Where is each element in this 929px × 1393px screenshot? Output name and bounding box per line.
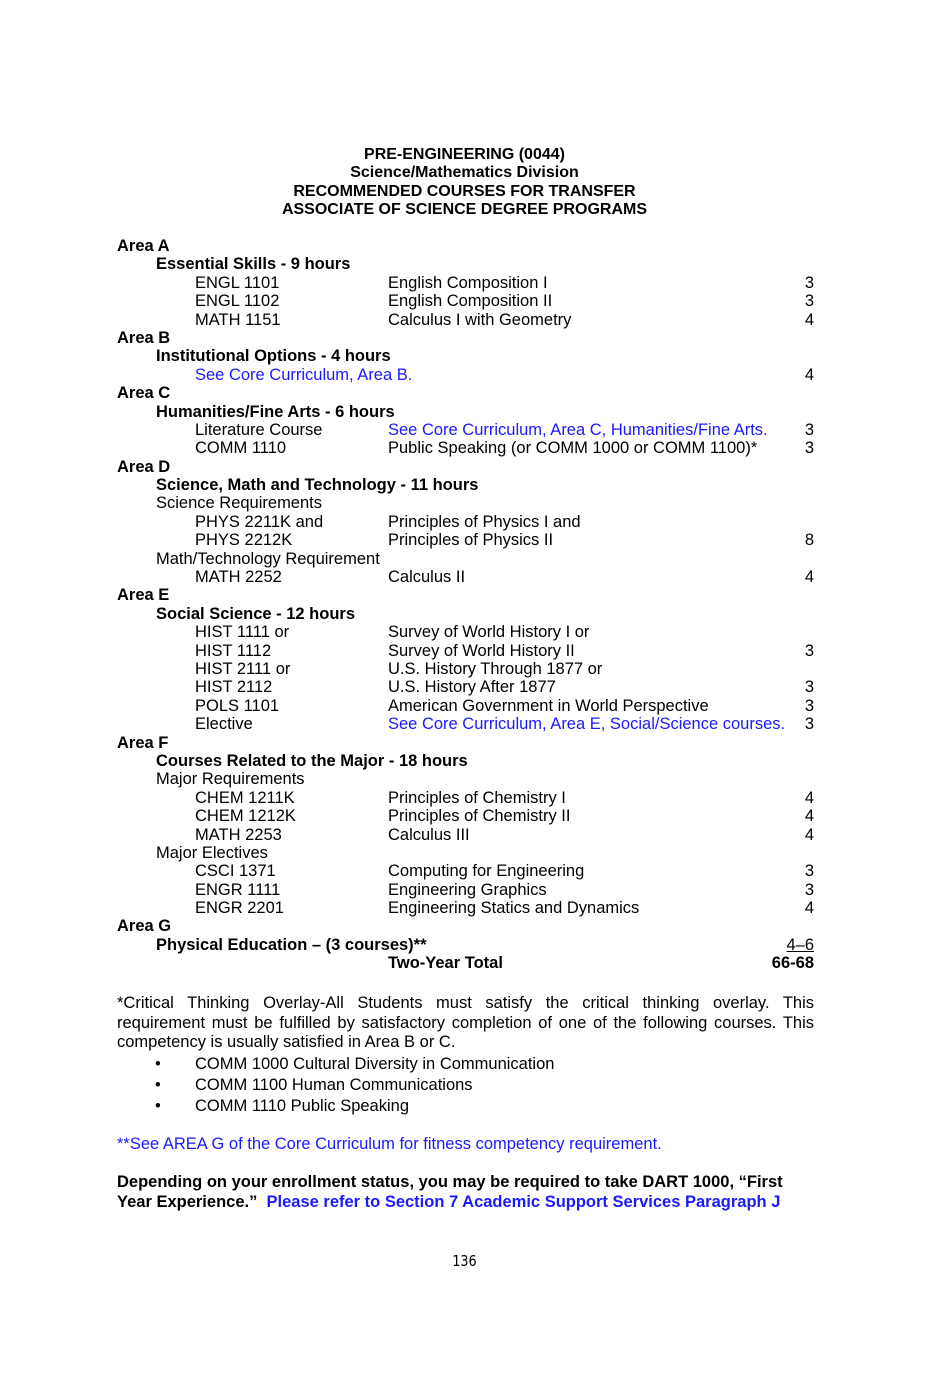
two-year-total-value: 66-68 xyxy=(771,954,814,973)
fitness-note-link[interactable]: **See AREA G of the Core Curriculum for fitness competency requirement. xyxy=(117,1135,662,1153)
course-credits: 3 xyxy=(804,696,814,715)
course-credits: 3 xyxy=(804,273,814,292)
course-desc: English Composition II xyxy=(388,292,553,311)
course-row xyxy=(0,421,929,439)
list-item-text: COMM 1000 Cultural Diversity in Communication xyxy=(195,1055,555,1073)
course-code: HIST 2111 or xyxy=(195,659,291,678)
course-desc: Principles of Physics II xyxy=(388,531,554,550)
course-row xyxy=(0,826,929,844)
course-desc: Calculus II xyxy=(388,568,466,587)
program-title: PRE-ENGINEERING (0044) xyxy=(364,146,565,163)
course-code: ENGR 2201 xyxy=(195,899,284,918)
course-row xyxy=(0,311,929,329)
course-row xyxy=(0,366,929,384)
area-d-subtitle: Science, Math and Technology - 11 hours xyxy=(156,476,479,495)
course-code: CHEM 1211K xyxy=(195,788,295,807)
bullet-icon: • xyxy=(155,1055,161,1073)
area-d-title: Area D xyxy=(117,457,171,476)
course-desc: Engineering Graphics xyxy=(388,880,547,899)
course-desc: Survey of World History I or xyxy=(388,623,590,642)
math-technology-label: Math/Technology Requirement xyxy=(156,549,380,568)
area-f-subtitle: Courses Related to the Major - 18 hours xyxy=(156,751,468,770)
dart-text: Depending on your enrollment status, you may be required to take DART 1000, “First Year Experience.” xyxy=(117,1173,783,1211)
course-row xyxy=(0,274,929,292)
course-row xyxy=(0,697,929,715)
course-credits: 4 xyxy=(804,899,814,918)
course-code: CHEM 1212K xyxy=(195,807,296,826)
area-g-title: Area G xyxy=(117,917,172,936)
course-credits: 3 xyxy=(804,420,814,439)
course-credits: 4 xyxy=(804,568,814,587)
list-item xyxy=(117,1075,817,1096)
list-item xyxy=(117,1054,817,1075)
course-row xyxy=(0,678,929,696)
course-row xyxy=(0,642,929,660)
course-row xyxy=(0,789,929,807)
recommended-title: RECOMMENDED COURSES FOR TRANSFER xyxy=(293,182,636,200)
course-table xyxy=(0,237,929,973)
division-title: Science/Mathematics Division xyxy=(350,164,579,182)
course-desc: English Composition I xyxy=(388,273,548,292)
course-credits: 3 xyxy=(804,292,814,311)
course-code: MATH 2253 xyxy=(195,825,282,844)
course-row xyxy=(0,513,929,531)
course-code: HIST 1112 xyxy=(195,641,272,660)
course-desc: U.S. History Through 1877 or xyxy=(388,659,603,678)
course-row xyxy=(0,439,929,457)
course-desc: Survey of World History II xyxy=(388,641,575,660)
list-item xyxy=(117,1096,817,1117)
course-desc: American Government in World Perspective xyxy=(388,696,709,715)
course-credits: 3 xyxy=(804,715,814,734)
course-desc: Public Speaking (or COMM 1000 or COMM 1100)* xyxy=(388,439,758,458)
course-row xyxy=(0,807,929,825)
course-row xyxy=(0,715,929,733)
course-credits: 8 xyxy=(804,531,814,550)
course-code: ENGL 1102 xyxy=(195,292,280,311)
bullet-list xyxy=(117,1054,817,1117)
course-desc: Principles of Chemistry II xyxy=(388,807,571,826)
course-code: POLS 1101 xyxy=(195,696,280,715)
course-desc: U.S. History After 1877 xyxy=(388,678,556,697)
course-row xyxy=(0,531,929,549)
course-row xyxy=(0,899,929,917)
area-f-title: Area F xyxy=(117,733,169,752)
area-c-title: Area C xyxy=(117,384,171,403)
area-a-title: Area A xyxy=(117,237,170,255)
course-row xyxy=(0,862,929,880)
list-item-text: COMM 1110 Public Speaking xyxy=(195,1097,409,1115)
area-g-credits: 4–6 xyxy=(786,935,814,954)
course-code: ENGL 1101 xyxy=(195,273,280,292)
degree-title: ASSOCIATE OF SCIENCE DEGREE PROGRAMS xyxy=(281,201,648,219)
course-credits: 4 xyxy=(804,807,814,826)
area-g-subtitle: Physical Education – (3 courses)** xyxy=(156,935,427,954)
area-e-title: Area E xyxy=(117,586,170,605)
course-credits: 3 xyxy=(804,439,814,458)
area-a-subtitle: Essential Skills - 9 hours xyxy=(156,255,351,274)
course-code: CSCI 1371 xyxy=(195,862,276,881)
course-credits: 4 xyxy=(804,788,814,807)
course-credits: 4 xyxy=(804,310,814,329)
area-b-title: Area B xyxy=(117,328,171,347)
area-b-subtitle: Institutional Options - 4 hours xyxy=(156,347,391,366)
course-desc: Engineering Statics and Dynamics xyxy=(388,899,640,918)
course-code: MATH 1151 xyxy=(195,310,281,329)
section-7-link[interactable]: Please refer to Section 7 Academic Support Services Paragraph J xyxy=(266,1192,781,1211)
course-code: ENGR 1111 xyxy=(195,880,281,899)
major-electives-label: Major Electives xyxy=(156,843,268,862)
course-credits: 3 xyxy=(804,678,814,697)
core-curriculum-area-c-link[interactable]: See Core Curriculum, Area C, Humanities/Fine Arts. xyxy=(388,420,768,439)
course-desc: Calculus III xyxy=(388,825,470,844)
critical-thinking-footnote: *Critical Thinking Overlay-All Students must satisfy the critical thinking overlay. This requirement must be fulfilled by satisfactory completion of one of the following courses. This competency is usually satisfied in Area B or C. xyxy=(117,994,814,1052)
course-desc: Computing for Engineering xyxy=(388,862,585,881)
course-credits: 3 xyxy=(804,862,814,881)
course-row xyxy=(0,292,929,310)
course-desc: Principles of Physics I and xyxy=(388,512,581,531)
course-row xyxy=(0,881,929,899)
course-code: Elective xyxy=(195,715,253,734)
science-requirements-label: Science Requirements xyxy=(156,494,322,513)
course-code: MATH 2252 xyxy=(195,568,282,587)
course-credits: 3 xyxy=(804,880,814,899)
area-e-subtitle: Social Science - 12 hours xyxy=(156,604,355,623)
area-c-subtitle: Humanities/Fine Arts - 6 hours xyxy=(156,402,395,421)
course-row xyxy=(0,623,929,641)
major-requirements-label: Major Requirements xyxy=(156,770,305,789)
course-desc: Principles of Chemistry I xyxy=(388,788,566,807)
course-credits: 4 xyxy=(804,365,814,384)
bullet-icon: • xyxy=(155,1097,161,1115)
two-year-total-label: Two-Year Total xyxy=(388,954,503,973)
core-curriculum-area-b-link[interactable]: See Core Curriculum, Area B. xyxy=(195,365,413,384)
course-desc: Calculus I with Geometry xyxy=(388,310,572,329)
course-code: HIST 1111 or xyxy=(195,623,290,642)
course-code: PHYS 2211K and xyxy=(195,512,324,531)
page-number: 136 xyxy=(452,1252,477,1270)
course-code: HIST 2112 xyxy=(195,678,273,697)
bullet-icon: • xyxy=(155,1076,161,1094)
course-code: Literature Course xyxy=(195,420,323,439)
course-code: PHYS 2212K xyxy=(195,531,293,550)
course-credits: 4 xyxy=(804,825,814,844)
core-curriculum-area-e-link[interactable]: See Core Curriculum, Area E, Social/Science courses. xyxy=(388,715,786,734)
document-header xyxy=(0,146,929,220)
course-credits: 3 xyxy=(804,641,814,660)
dart-notice xyxy=(117,1173,817,1212)
list-item-text: COMM 1100 Human Communications xyxy=(195,1076,473,1094)
course-row xyxy=(0,568,929,586)
course-code: COMM 1110 xyxy=(195,439,287,458)
course-row xyxy=(0,660,929,678)
